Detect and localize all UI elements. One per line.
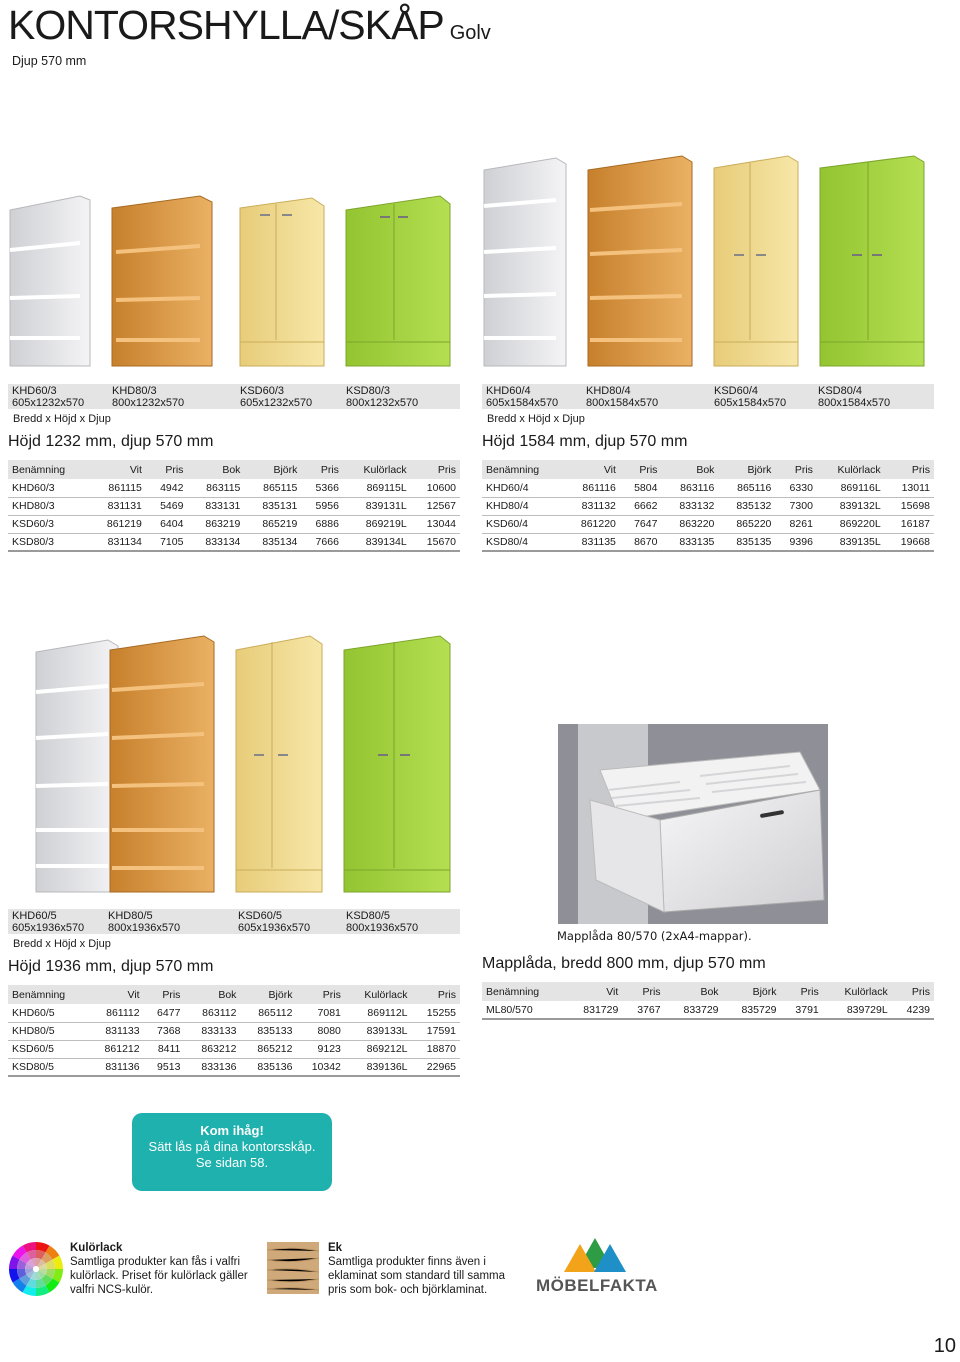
product-codes <box>8 909 460 934</box>
table-header: Pris <box>892 982 934 1001</box>
table-cell: 865212 <box>240 1040 296 1058</box>
table-row <box>482 1001 934 1019</box>
code-name: KHD60/3 <box>12 385 57 397</box>
code-name: KSD80/4 <box>818 385 863 397</box>
code-dim: 605x1936x570 <box>238 922 311 934</box>
table-cell: 831132 <box>563 497 620 515</box>
kulorlack-note <box>70 1241 248 1297</box>
table-cell: 7081 <box>296 1004 344 1022</box>
table-cell: 8411 <box>144 1040 185 1058</box>
table-cell: 831136 <box>88 1058 144 1076</box>
table-header: Vit <box>564 982 622 1001</box>
code-name: KHD80/5 <box>108 910 153 922</box>
cabinet-ksd80-5 <box>344 636 450 892</box>
section-heading: Mapplåda, bredd 800 mm, djup 570 mm <box>482 955 766 972</box>
code-dim: 605x1584x570 <box>714 397 787 409</box>
cabinet-khd80-3 <box>112 196 212 366</box>
code-name: KSD60/4 <box>714 385 759 397</box>
section-heading: Höjd 1936 mm, djup 570 mm <box>8 958 214 975</box>
table-cell: 6330 <box>775 479 817 497</box>
table-cell: 6404 <box>146 515 188 533</box>
page-number: 10 <box>933 1335 956 1357</box>
table-header: Bok <box>187 460 244 479</box>
table-cell: KSD60/3 <box>8 515 89 533</box>
table-cell: 5366 <box>301 479 343 497</box>
table-cell: 863212 <box>184 1040 240 1058</box>
section-height-1232 <box>8 384 460 552</box>
table-cell: 869219L <box>343 515 411 533</box>
cabinet-khd60-4 <box>484 158 566 366</box>
table-header: Benämning <box>482 982 564 1001</box>
mobelfakta-logo-icon <box>560 1238 630 1276</box>
table-cell: KSD60/4 <box>482 515 563 533</box>
table-cell: 869116L <box>817 479 885 497</box>
code-name: KSD60/3 <box>240 385 285 397</box>
table-row <box>8 479 460 497</box>
file-drawer-photo <box>558 724 828 924</box>
mobelfakta-logo: MÖBELFAKTA <box>536 1276 658 1295</box>
code-name: KHD80/4 <box>586 385 631 397</box>
cabinet-ksd60-4 <box>714 156 798 366</box>
table-cell: 839729L <box>823 1001 892 1019</box>
table-cell: 5469 <box>146 497 188 515</box>
dimension-label: Bredd x Höjd x Djup <box>13 413 111 425</box>
table-header: Bok <box>665 982 723 1001</box>
table-row <box>482 497 934 515</box>
table-header: Pris <box>622 982 664 1001</box>
product-codes <box>8 384 460 409</box>
table-cell: 15670 <box>411 533 460 551</box>
note-line: Samtliga produkter finns även i <box>328 1256 486 1268</box>
table-header: Pris <box>296 985 344 1004</box>
table-cell: 12567 <box>411 497 460 515</box>
code-name: KSD80/3 <box>346 385 391 397</box>
table-row <box>8 533 460 551</box>
table-header: Pris <box>620 460 662 479</box>
table-cell: 833729 <box>665 1001 723 1019</box>
table-cell: 863115 <box>187 479 244 497</box>
table-cell: 831729 <box>564 1001 622 1019</box>
table-cell: KSD80/5 <box>8 1058 88 1076</box>
table-cell: KSD60/5 <box>8 1040 88 1058</box>
table-row <box>8 515 460 533</box>
table-cell: 835132 <box>718 497 775 515</box>
table-cell: 3767 <box>622 1001 664 1019</box>
color-wheel-icon <box>8 1241 64 1297</box>
table-cell: 869112L <box>345 1004 412 1022</box>
table-cell: KHD60/5 <box>8 1004 88 1022</box>
code-dim: 800x1232x570 <box>112 397 185 409</box>
table-header: Björk <box>718 460 775 479</box>
code-dim: 605x1232x570 <box>240 397 313 409</box>
table-header: Kulörlack <box>345 985 412 1004</box>
table-cell: 4942 <box>146 479 188 497</box>
table-cell: 865220 <box>718 515 775 533</box>
table-cell: 869220L <box>817 515 885 533</box>
table-header: Pris <box>146 460 188 479</box>
table-cell: 865115 <box>244 479 301 497</box>
table-cell: 861219 <box>89 515 146 533</box>
table-cell: 8080 <box>296 1022 344 1040</box>
table-cell: KHD80/3 <box>8 497 89 515</box>
cabinet-ksd60-5 <box>236 636 322 892</box>
page-subtitle: Golv <box>449 22 491 44</box>
reminder-callout <box>132 1113 332 1191</box>
table-cell: 9513 <box>144 1058 185 1076</box>
table-cell: 10600 <box>411 479 460 497</box>
code-dim: 800x1936x570 <box>108 922 181 934</box>
oak-swatch-icon <box>267 1242 319 1294</box>
table-row <box>8 1022 460 1040</box>
table-cell: 6477 <box>144 1004 185 1022</box>
table-cell: 3791 <box>781 1001 823 1019</box>
table-cell: 22965 <box>412 1058 460 1076</box>
section-heading: Höjd 1584 mm, djup 570 mm <box>482 433 688 450</box>
table-cell: 13044 <box>411 515 460 533</box>
table-cell: 833135 <box>661 533 718 551</box>
table-header: Vit <box>88 985 144 1004</box>
section-height-1584 <box>482 384 934 552</box>
table-cell: 835135 <box>718 533 775 551</box>
table-cell: 869115L <box>343 479 411 497</box>
table-header: Bok <box>184 985 240 1004</box>
code-name: KHD80/3 <box>112 385 157 397</box>
cabinet-khd60-3 <box>10 196 90 366</box>
table-header: Kulörlack <box>817 460 885 479</box>
table-cell: 5804 <box>620 479 662 497</box>
code-dim: 800x1584x570 <box>818 397 891 409</box>
table-header: Pris <box>781 982 823 1001</box>
code-dim: 800x1584x570 <box>586 397 659 409</box>
table-cell: 835134 <box>244 533 301 551</box>
code-dim: 800x1232x570 <box>346 397 419 409</box>
depth-label: Djup 570 mm <box>12 54 87 68</box>
section-heading: Höjd 1232 mm, djup 570 mm <box>8 433 214 450</box>
table-cell: 839134L <box>343 533 411 551</box>
table-cell: ML80/570 <box>482 1001 564 1019</box>
table-cell: 10342 <box>296 1058 344 1076</box>
table-cell: 863116 <box>661 479 718 497</box>
table-cell: KHD80/4 <box>482 497 563 515</box>
table-row <box>482 515 934 533</box>
table-cell: KSD80/4 <box>482 533 563 551</box>
code-dim: 800x1936x570 <box>346 922 419 934</box>
cabinet-ksd80-4 <box>820 156 924 366</box>
table-cell: 833134 <box>187 533 244 551</box>
table-header: Pris <box>411 460 460 479</box>
kulorlack-title: Kulörlack <box>70 1242 123 1254</box>
table-cell: 835131 <box>244 497 301 515</box>
table-cell: 8670 <box>620 533 662 551</box>
table-cell: 833132 <box>661 497 718 515</box>
table-cell: 833136 <box>184 1058 240 1076</box>
table-header: Pris <box>885 460 934 479</box>
table-cell: 5956 <box>301 497 343 515</box>
table-header: Vit <box>89 460 146 479</box>
ek-note <box>328 1241 505 1297</box>
table-cell: 865112 <box>240 1004 296 1022</box>
table-cell: 835136 <box>240 1058 296 1076</box>
table-header: Benämning <box>8 460 89 479</box>
table-cell: 831133 <box>88 1022 144 1040</box>
table-cell: 865219 <box>244 515 301 533</box>
table-header: Pris <box>301 460 343 479</box>
table-cell: 13011 <box>885 479 934 497</box>
product-codes <box>482 384 934 409</box>
table-header: Bok <box>661 460 718 479</box>
table-cell: 17591 <box>412 1022 460 1040</box>
table-header: Benämning <box>8 985 88 1004</box>
code-name: KHD60/5 <box>12 910 57 922</box>
table-cell: 863219 <box>187 515 244 533</box>
cabinet-khd60-5 <box>36 640 118 892</box>
note-line: kulörlack. Priset för kulörlack gäller <box>70 1270 248 1282</box>
table-row <box>8 497 460 515</box>
table-row <box>8 1004 460 1022</box>
table-cell: 839135L <box>817 533 885 551</box>
table-cell: 18870 <box>412 1040 460 1058</box>
drawer-caption: Mapplåda 80/570 (2xA4-mappar). <box>557 929 752 943</box>
code-name: KSD60/5 <box>238 910 283 922</box>
cabinet-ksd80-3 <box>346 196 450 366</box>
table-cell: 9123 <box>296 1040 344 1058</box>
table-cell: 19668 <box>885 533 934 551</box>
table-header: Björk <box>240 985 296 1004</box>
table-cell: 7666 <box>301 533 343 551</box>
table-header: Benämning <box>482 460 563 479</box>
table-cell: 839131L <box>343 497 411 515</box>
callout-title: Kom ihåg! <box>200 1123 264 1138</box>
table-header: Björk <box>244 460 301 479</box>
table-cell: 831131 <box>89 497 146 515</box>
table-cell: 7105 <box>146 533 188 551</box>
table-header: Pris <box>775 460 817 479</box>
table-header: Kulörlack <box>343 460 411 479</box>
table-cell: 861115 <box>89 479 146 497</box>
cabinet-ksd60-3 <box>240 198 324 366</box>
table-cell: 861116 <box>563 479 620 497</box>
table-cell: 7300 <box>775 497 817 515</box>
price-table <box>482 982 934 1020</box>
table-cell: 869212L <box>345 1040 412 1058</box>
table-cell: 861212 <box>88 1040 144 1058</box>
code-name: KSD80/5 <box>346 910 391 922</box>
table-cell: KHD60/3 <box>8 479 89 497</box>
table-cell: KHD80/5 <box>8 1022 88 1040</box>
table-cell: 16187 <box>885 515 934 533</box>
table-cell: 833131 <box>187 497 244 515</box>
price-table <box>8 460 460 552</box>
dimension-label: Bredd x Höjd x Djup <box>13 938 111 950</box>
table-cell: 839132L <box>817 497 885 515</box>
table-cell: 861112 <box>88 1004 144 1022</box>
table-cell: 835133 <box>240 1022 296 1040</box>
table-header: Kulörlack <box>823 982 892 1001</box>
table-cell: 8261 <box>775 515 817 533</box>
code-name: KHD60/4 <box>486 385 531 397</box>
table-cell: 6886 <box>301 515 343 533</box>
code-dim: 605x1936x570 <box>12 922 85 934</box>
table-row <box>8 1058 460 1076</box>
code-dim: 605x1232x570 <box>12 397 85 409</box>
table-cell: 831134 <box>89 533 146 551</box>
table-header: Pris <box>412 985 460 1004</box>
price-table <box>8 985 460 1077</box>
table-cell: 835729 <box>723 1001 781 1019</box>
table-cell: 839133L <box>345 1022 412 1040</box>
table-header: Björk <box>723 982 781 1001</box>
note-line: eklaminat som standard till samma <box>328 1270 506 1282</box>
table-cell: 861220 <box>563 515 620 533</box>
table-cell: 865116 <box>718 479 775 497</box>
table-row <box>482 533 934 551</box>
dimension-label: Bredd x Höjd x Djup <box>487 413 585 425</box>
code-dim: 605x1584x570 <box>486 397 559 409</box>
table-cell: 6662 <box>620 497 662 515</box>
table-cell: 7368 <box>144 1022 185 1040</box>
table-cell: KHD60/4 <box>482 479 563 497</box>
cabinet-khd80-5 <box>110 636 214 892</box>
callout-line: Se sidan 58. <box>195 1155 269 1170</box>
table-header: Pris <box>144 985 185 1004</box>
table-cell: 15698 <box>885 497 934 515</box>
table-cell: 839136L <box>345 1058 412 1076</box>
note-line: valfri NCS-kulör. <box>70 1284 154 1296</box>
cabinet-khd80-4 <box>588 156 692 366</box>
table-cell: 863220 <box>661 515 718 533</box>
table-cell: 863112 <box>184 1004 240 1022</box>
table-cell: 4239 <box>892 1001 934 1019</box>
table-cell: 9396 <box>775 533 817 551</box>
note-line: pris som bok- och björklaminat. <box>328 1284 488 1296</box>
table-cell: 831135 <box>563 533 620 551</box>
table-header: Vit <box>563 460 620 479</box>
section-file-drawer <box>482 952 934 1020</box>
table-cell: KSD80/3 <box>8 533 89 551</box>
table-cell: 7647 <box>620 515 662 533</box>
table-row <box>482 479 934 497</box>
note-line: Samtliga produkter kan fås i valfri <box>70 1256 241 1268</box>
callout-line: Sätt lås på dina kontorsskåp. <box>148 1139 316 1154</box>
table-row <box>8 1040 460 1058</box>
table-cell: 15255 <box>412 1004 460 1022</box>
price-table <box>482 460 934 552</box>
page-title: KONTORSHYLLA/SKÅP Golv <box>8 2 491 48</box>
section-height-1936 <box>8 909 460 1077</box>
table-cell: 833133 <box>184 1022 240 1040</box>
ek-title: Ek <box>328 1242 343 1254</box>
